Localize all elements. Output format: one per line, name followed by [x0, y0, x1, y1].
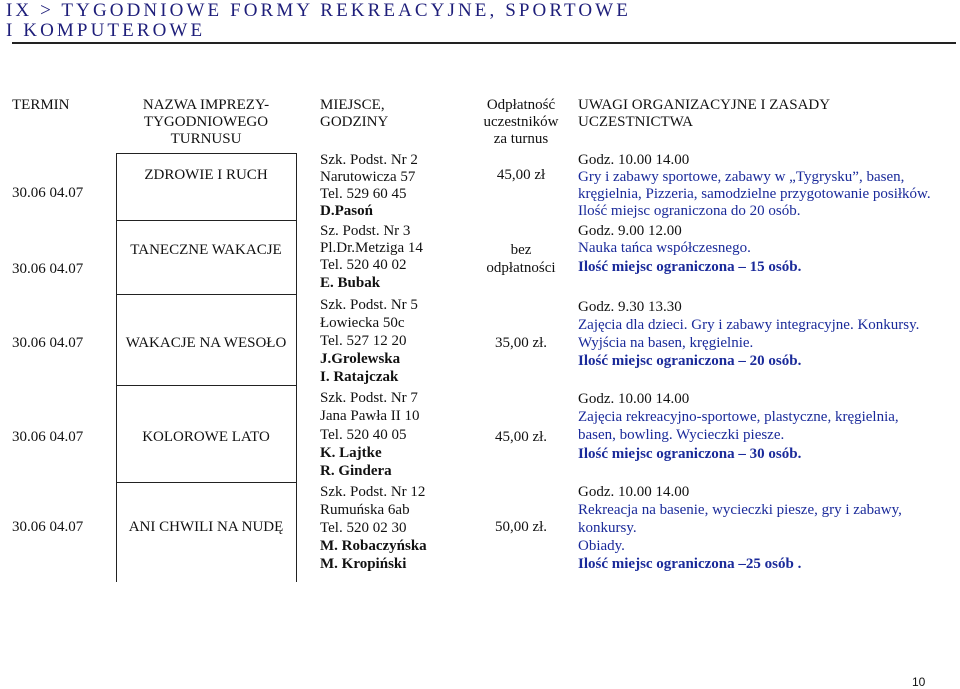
- row-3-termin: 30.06 04.07: [12, 335, 84, 351]
- grid-line: [116, 220, 296, 221]
- row-5-uwagi-3: konkursy.: [578, 520, 637, 536]
- row-4-miejsce-3: Tel. 520 40 05: [320, 427, 407, 443]
- page-heading-line-2: I KOMPUTEROWE: [6, 20, 206, 41]
- row-1-uwagi-1: Godz. 10.00 14.00: [578, 152, 690, 168]
- row-4-miejsce-1: Szk. Podst. Nr 7: [320, 390, 418, 406]
- header-uwagi-1: UWAGI ORGANIZACYJNE I ZASADY: [578, 97, 831, 113]
- row-4-uwagi-1: Godz. 10.00 14.00: [578, 391, 690, 407]
- row-3-miejsce-1: Szk. Podst. Nr 5: [320, 297, 418, 313]
- row-1-termin: 30.06 04.07: [12, 185, 84, 201]
- row-2-miejsce-1: Sz. Podst. Nr 3: [320, 223, 411, 239]
- row-5-miejsce-2: Rumuńska 6ab: [320, 502, 410, 518]
- row-1-nazwa: ZDROWIE I RUCH: [144, 167, 268, 183]
- grid-line: [116, 385, 296, 386]
- row-2-oplata-1: bez: [510, 242, 532, 258]
- row-4-miejsce-2: Jana Pawła II 10: [320, 408, 420, 424]
- row-5-uwagi-1: Godz. 10.00 14.00: [578, 484, 690, 500]
- row-5-termin: 30.06 04.07: [12, 519, 84, 535]
- grid-line: [116, 153, 117, 582]
- row-5-kontakt-2: M. Kropiński: [320, 556, 407, 572]
- row-3-kontakt-1: J.Grolewska: [320, 351, 401, 367]
- row-5-uwagi-2: Rekreacja na basenie, wycieczki piesze, gry i zabawy,: [578, 502, 902, 518]
- row-5-uwagi-4: Obiady.: [578, 538, 625, 554]
- row-4-kontakt-2: R. Gindera: [320, 463, 392, 479]
- row-3-kontakt-2: I. Ratajczak: [320, 369, 399, 385]
- grid-line: [296, 153, 297, 582]
- row-5-kontakt-1: M. Robaczyńska: [320, 538, 427, 554]
- row-5-nazwa: ANI CHWILI NA NUDĘ: [128, 519, 284, 535]
- row-1-uwagi-3: kręgielnia, Pizzeria, samodzielne przygotowanie posiłków.: [578, 186, 931, 202]
- row-1-miejsce-1: Szk. Podst. Nr 2: [320, 152, 418, 168]
- row-2-kontakt-1: E. Bubak: [320, 275, 381, 291]
- row-5-oplata: 50,00 zł.: [494, 519, 548, 535]
- row-2-uwagi-2: Nauka tańca współczesnego.: [578, 240, 751, 256]
- row-5-miejsce-3: Tel. 520 02 30: [320, 520, 407, 536]
- row-3-oplata: 35,00 zł.: [494, 335, 548, 351]
- row-2-miejsce-2: Pl.Dr.Metziga 14: [320, 240, 423, 256]
- row-4-oplata: 45,00 zł.: [494, 429, 548, 445]
- page-heading-line-1: IX > TYGODNIOWE FORMY REKREACYJNE, SPORTOWE: [6, 0, 631, 21]
- row-3-uwagi-3: Wyjścia na basen, kręgielnie.: [578, 335, 754, 351]
- header-odplatnosc-2: uczestników: [483, 114, 559, 130]
- row-2-oplata-2: odpłatności: [486, 260, 556, 276]
- row-2-nazwa: TANECZNE WAKACJE: [130, 242, 282, 258]
- row-4-uwagi-2: Zajęcia rekreacyjno-sportowe, plastyczne, kręgielnia,: [578, 409, 899, 425]
- row-5-uwagi-limit: Ilość miejsc ograniczona –25 osób .: [578, 556, 802, 572]
- grid-line: [116, 482, 296, 483]
- header-termin: TERMIN: [12, 97, 70, 113]
- grid-line: [116, 294, 296, 295]
- row-1-oplata: 45,00 zł: [496, 167, 546, 183]
- header-miejsce-1: MIEJSCE,: [320, 97, 385, 113]
- row-3-nazwa: WAKACJE NA WESOŁO: [125, 335, 287, 351]
- grid-line: [116, 153, 296, 154]
- row-2-uwagi-1: Godz. 9.00 12.00: [578, 223, 682, 239]
- row-4-uwagi-limit: Ilość miejsc ograniczona – 30 osób.: [578, 446, 802, 462]
- row-4-uwagi-3: basen, bowling. Wycieczki piesze.: [578, 427, 785, 443]
- page-number: 10: [912, 675, 926, 689]
- row-4-termin: 30.06 04.07: [12, 429, 84, 445]
- row-3-uwagi-limit: Ilość miejsc ograniczona – 20 osób.: [578, 353, 802, 369]
- row-4-kontakt-1: K. Lajtke: [320, 445, 382, 461]
- row-1-miejsce-2: Narutowicza 57: [320, 169, 416, 185]
- header-nazwa-1: NAZWA IMPREZY-: [142, 97, 270, 113]
- row-3-miejsce-3: Tel. 527 12 20: [320, 333, 407, 349]
- row-1-uwagi-4: Ilość miejsc ograniczona do 20 osób.: [578, 203, 801, 219]
- row-1-miejsce-3: Tel. 529 60 45: [320, 186, 407, 202]
- row-1-kontakt-1: D.Pasoń: [320, 203, 373, 219]
- heading-rule: [12, 42, 956, 44]
- header-miejsce-2: GODZINY: [320, 114, 389, 130]
- header-odplatnosc-1: Odpłatność: [486, 97, 556, 113]
- row-2-termin: 30.06 04.07: [12, 261, 84, 277]
- row-2-uwagi-limit: Ilość miejsc ograniczona – 15 osób.: [578, 259, 802, 275]
- header-odplatnosc-3: za turnus: [493, 131, 549, 147]
- row-4-nazwa: KOLOROWE LATO: [142, 429, 270, 445]
- header-uwagi-2: UCZESTNICTWA: [578, 114, 693, 130]
- row-5-miejsce-1: Szk. Podst. Nr 12: [320, 484, 426, 500]
- header-nazwa-2: TYGODNIOWEGO: [143, 114, 269, 130]
- row-2-miejsce-3: Tel. 520 40 02: [320, 257, 407, 273]
- row-3-uwagi-2: Zajęcia dla dzieci. Gry i zabawy integracyjne. Konkursy.: [578, 317, 920, 333]
- row-1-uwagi-2: Gry i zabawy sportowe, zabawy w „Tygrysku”, basen,: [578, 169, 905, 185]
- row-3-miejsce-2: Łowiecka 50c: [320, 315, 405, 331]
- row-3-uwagi-1: Godz. 9.30 13.30: [578, 299, 682, 315]
- header-nazwa-3: TURNUSU: [170, 131, 242, 147]
